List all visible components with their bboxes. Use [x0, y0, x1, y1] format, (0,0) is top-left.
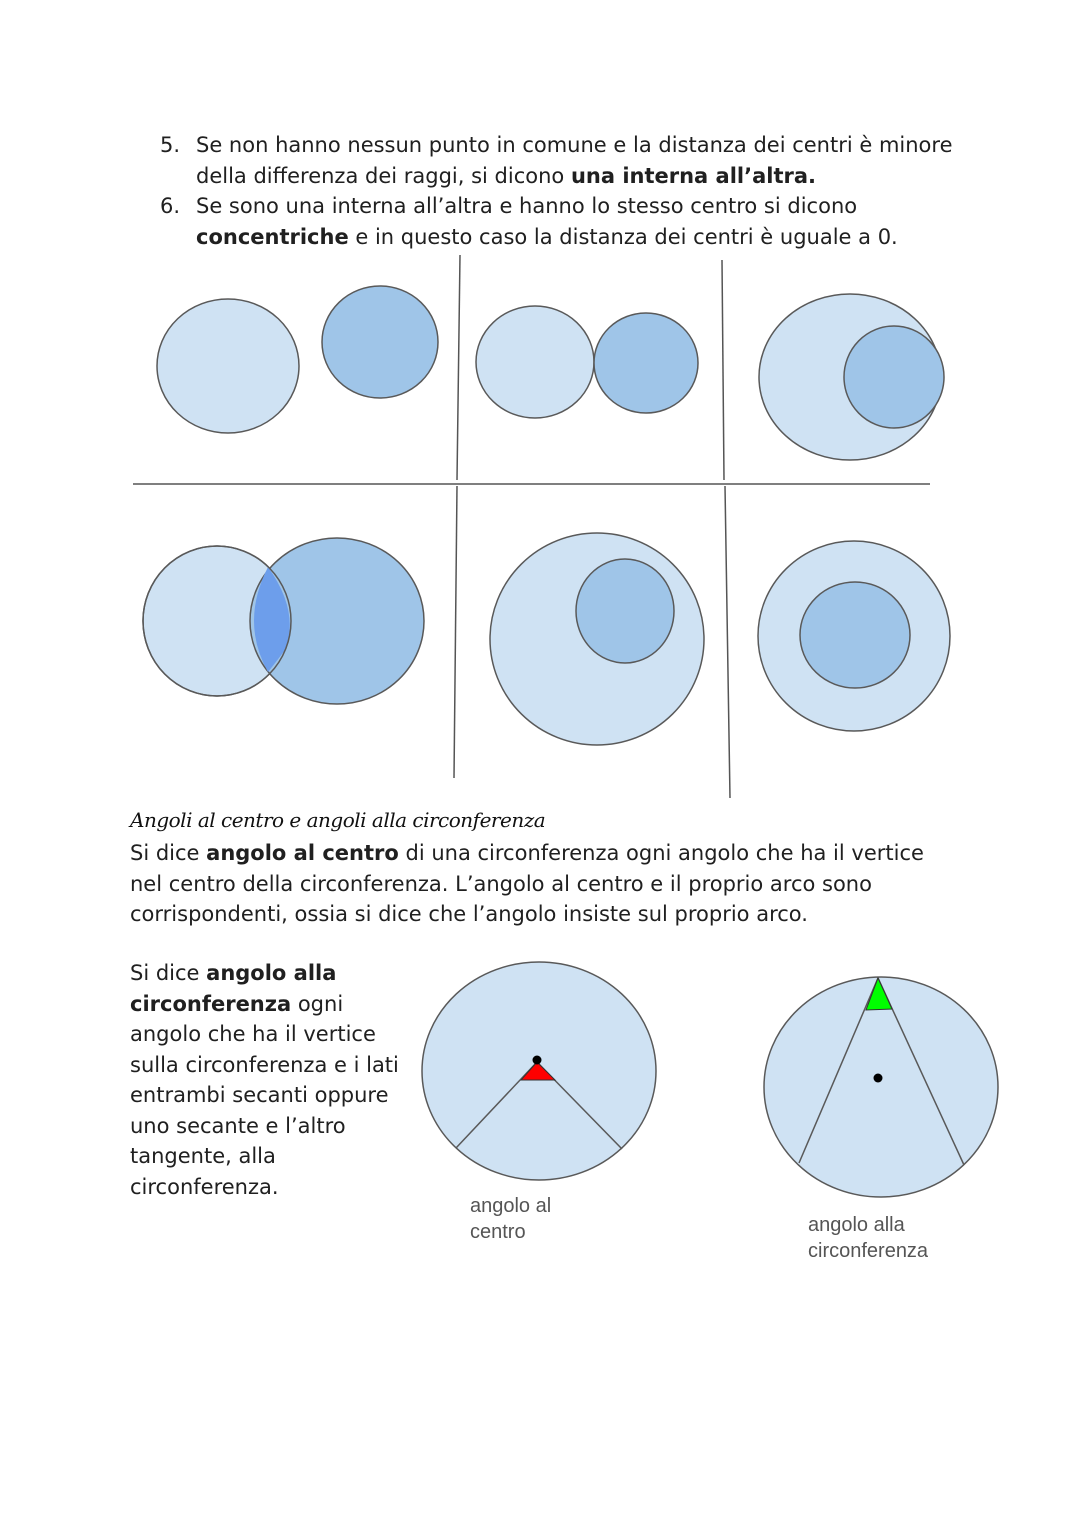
paragraph-central-angle: Si dice angolo al centro di una circonferenza ogni angolo che ha il vertice nel centro della circonferenza. L’angolo al centro e il proprio arco sono corrispondenti, ossia si dice che l’angolo insiste sul proprio arco. [130, 841, 924, 926]
list-item: 6. Se sono una interna all’altra e hanno lo stesso centro si dicono concentriche e in questo caso la distanza dei centri è uguale a 0. [160, 191, 980, 252]
circle-tangent-b [594, 313, 698, 413]
list-item: 5. Se non hanno nessun punto in comune e la distanza dei centri è minore della differenza dei raggi, si dicono una interna all’altra. [160, 130, 980, 191]
circle-external-a [157, 299, 299, 433]
list-number: 5. [160, 133, 181, 157]
paragraph-inscribed-angle: Si dice angolo alla circonferenza ogni angolo che ha il vertice sulla circonferenza e i lati entrambi secanti oppure uno secante e l’altro tangente, alla circonferenza. [130, 961, 399, 1199]
center-dot [874, 1074, 883, 1083]
center-dot [533, 1056, 542, 1065]
section-title: Angoli al centro e angoli alla circonferenza [130, 808, 546, 832]
grid-line [725, 486, 730, 798]
circle-external-b [322, 286, 438, 398]
list-number: 6. [160, 194, 181, 218]
circle-internal-tangent-inner [844, 326, 944, 428]
circle-inner-inner [576, 559, 674, 663]
circle-tangent-a [476, 306, 594, 418]
grid-line [722, 260, 724, 480]
grid-line [454, 486, 457, 778]
central-angle-figure [422, 962, 656, 1180]
inscribed-angle-figure [764, 977, 998, 1197]
caption-inscribed-angle: angolo alla circonferenza [808, 1214, 929, 1262]
grid-line [457, 255, 460, 480]
circle-concentric-inner [800, 582, 910, 688]
caption-central-angle: angolo al centro [470, 1195, 552, 1243]
